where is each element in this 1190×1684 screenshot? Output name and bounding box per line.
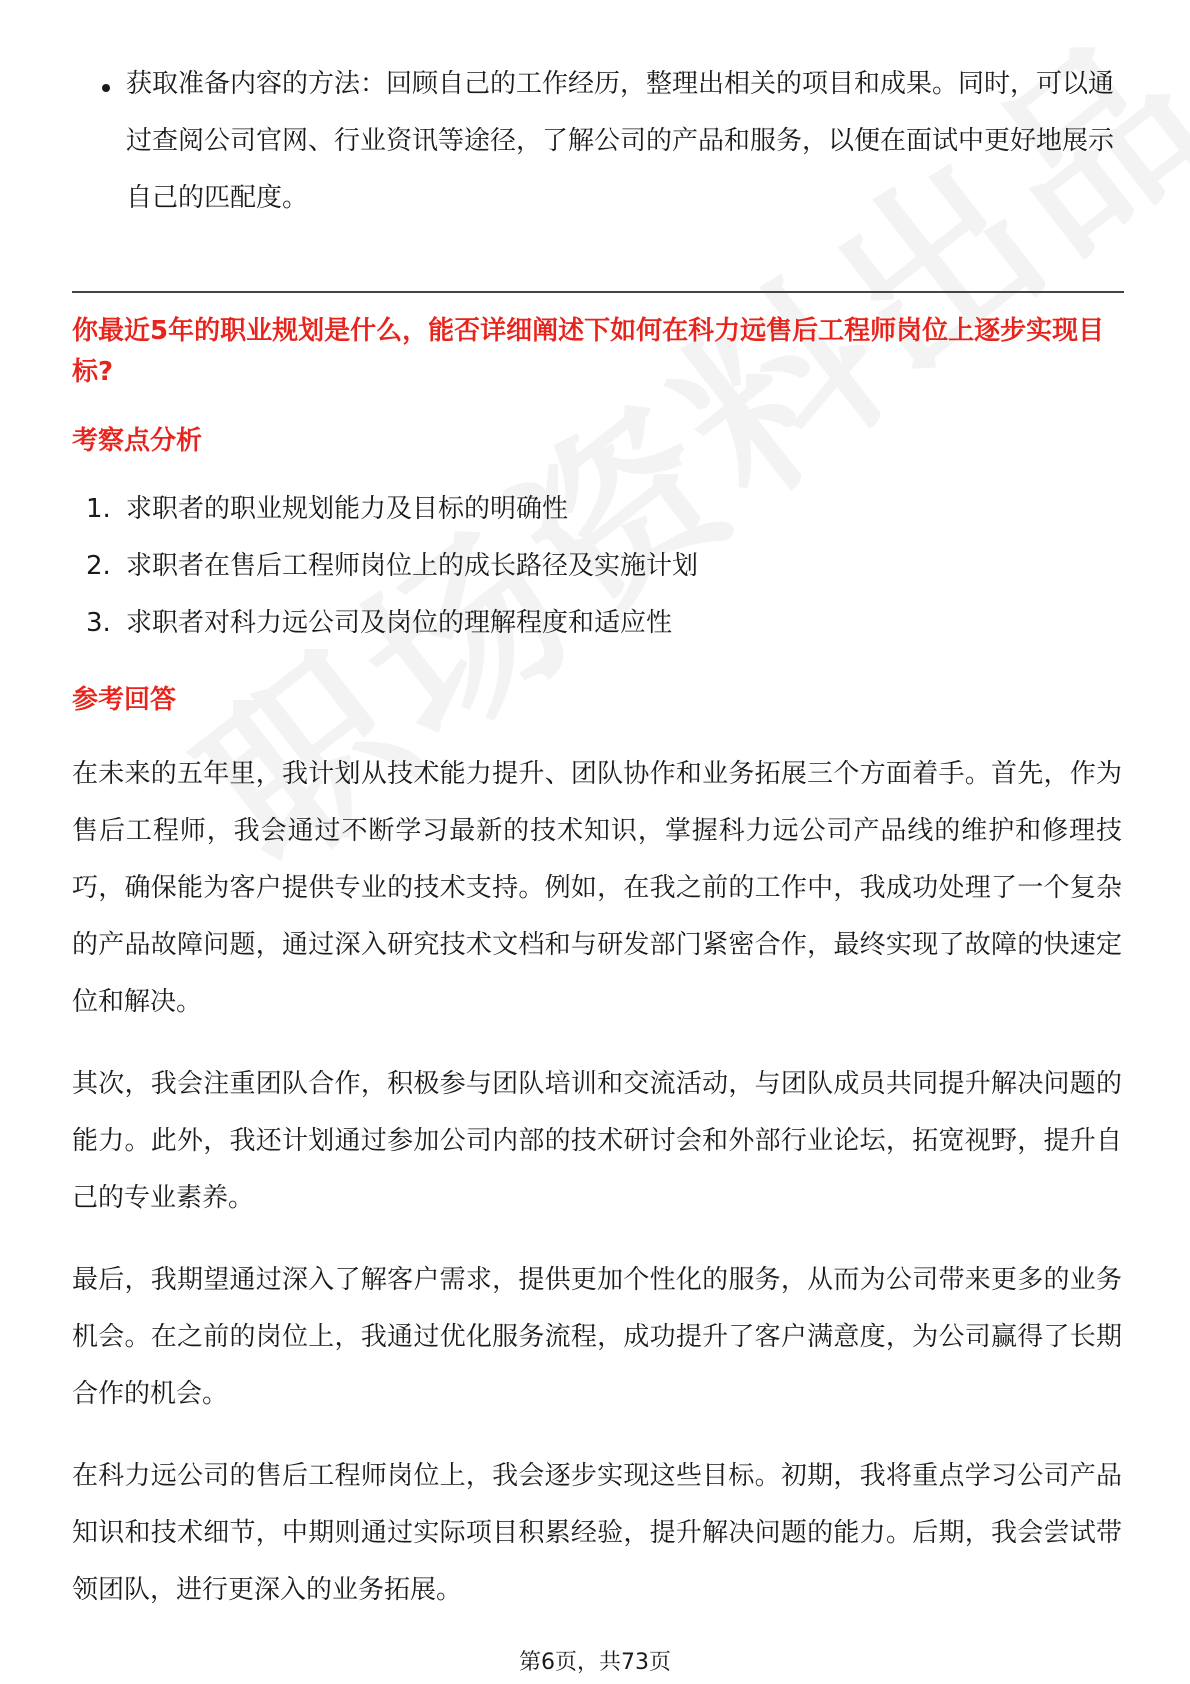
- question-heading: 你最近5年的职业规划是什么，能否详细阐述下如何在科力远售后工程师岗位上逐步实现目标?: [72, 316, 1105, 387]
- list-item-text: 求职者在售后工程师岗位上的成长路径及实施计划: [126, 551, 699, 581]
- page-content: [72, 0, 1122, 1644]
- list-item-number: 1.: [86, 494, 111, 524]
- analysis-title: 考察点分析: [72, 426, 203, 456]
- section-divider: [72, 291, 1124, 293]
- intro-bullet-text: 获取准备内容的方法：回顾自己的工作经历，整理出相关的项目和成果。同时，可以通过查阅公司官网、行业资讯等途径，了解公司的产品和服务，以便在面试中更好地展示自己的匹配度。: [126, 69, 1115, 213]
- answer-paragraph: 在未来的五年里，我计划从技术能力提升、团队协作和业务拓展三个方面着手。首先，作为售后工程师，我会通过不断学习最新的技术知识，掌握科力远公司产品线的维护和修理技巧，确保能为客户提供专业的技术支持。例如，在我之前的工作中，我成功处理了一个复杂的产品故障问题，通过深入研究技术文档和与研发部门紧密合作，最终实现了故障的快速定位和解决。: [72, 759, 1122, 1017]
- list-item: [72, 481, 1122, 538]
- answer-paragraph: 其次，我会注重团队合作，积极参与团队培训和交流活动，与团队成员共同提升解决问题的能力。此外，我还计划通过参加公司内部的技术研讨会和外部行业论坛，拓宽视野，提升自己的专业素养。: [72, 1069, 1122, 1213]
- list-item-text: 求职者对科力远公司及岗位的理解程度和适应性: [126, 608, 673, 638]
- list-item: [72, 538, 1122, 595]
- list-item-text: 求职者的职业规划能力及目标的明确性: [126, 494, 569, 524]
- analysis-list: [72, 481, 1122, 652]
- answer-paragraph: 在科力远公司的售后工程师岗位上，我会逐步实现这些目标。初期，我将重点学习公司产品知识和技术细节，中期则通过实际项目积累经验，提升解决问题的能力。后期，我会尝试带领团队，进行更深入的业务拓展。: [72, 1461, 1122, 1605]
- page-number-footer: 第6页，共73页: [519, 1650, 671, 1675]
- list-item: [72, 595, 1122, 652]
- list-item-number: 2.: [86, 551, 111, 581]
- intro-bullet-item: [72, 56, 1122, 227]
- bullet-dot-icon: [102, 84, 110, 92]
- list-item-number: 3.: [86, 608, 111, 638]
- answer-paragraph: 最后，我期望通过深入了解客户需求，提供更加个性化的服务，从而为公司带来更多的业务机会。在之前的岗位上，我通过优化服务流程，成功提升了客户满意度，为公司赢得了长期合作的机会。: [72, 1265, 1122, 1409]
- answer-body: [72, 746, 1122, 1619]
- answer-title: 参考回答: [72, 685, 177, 715]
